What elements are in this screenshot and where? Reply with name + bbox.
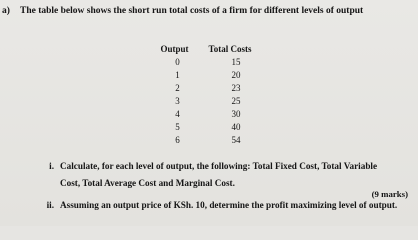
table-row [155, 133, 266, 146]
question-label: a) [2, 6, 10, 16]
total-cost-cell: 30 [231, 108, 241, 119]
cost-table [155, 43, 266, 146]
total-cost-cell: 15 [231, 56, 241, 67]
output-cell: 4 [175, 108, 180, 119]
table-row [155, 55, 266, 68]
part-ii-text: Assuming an output price of KSh. 10, determine the profit maximizing level of output. [60, 200, 398, 210]
output-cell: 5 [175, 121, 180, 132]
total-cost-cell: 40 [231, 121, 241, 132]
part-ii [32, 200, 397, 210]
output-cell: 0 [175, 56, 180, 67]
question-text: The table below shows the short run total costs of a firm for different levels of output [20, 6, 364, 16]
output-cell: 3 [175, 95, 180, 106]
part-i-marks: (9 marks) [371, 189, 408, 199]
part-i-text-line1: Calculate, for each level of output, the following: Total Fixed Cost, Total Variable [60, 161, 378, 171]
total-cost-cell: 54 [231, 134, 241, 145]
header-total-costs: Total Costs [208, 44, 252, 54]
total-cost-cell: 25 [231, 95, 241, 106]
output-cell: 2 [175, 82, 180, 93]
table-header-row [155, 43, 266, 55]
part-i [32, 161, 377, 171]
output-cell: 1 [175, 69, 180, 80]
part-i-text-line2: Cost, Total Average Cost and Marginal Cost. [60, 178, 235, 188]
table-row [155, 94, 266, 107]
header-output: Output [160, 44, 189, 54]
part-ii-label: ii. [46, 200, 54, 210]
table-row [155, 81, 266, 94]
table-row [155, 68, 266, 81]
total-cost-cell: 20 [231, 69, 241, 80]
table-row [155, 120, 266, 133]
total-cost-cell: 23 [231, 82, 241, 93]
part-i-continuation [60, 178, 235, 188]
part-i-label: i. [49, 161, 54, 171]
output-cell: 6 [175, 134, 180, 145]
table-row [155, 107, 266, 120]
question-intro [2, 6, 363, 16]
